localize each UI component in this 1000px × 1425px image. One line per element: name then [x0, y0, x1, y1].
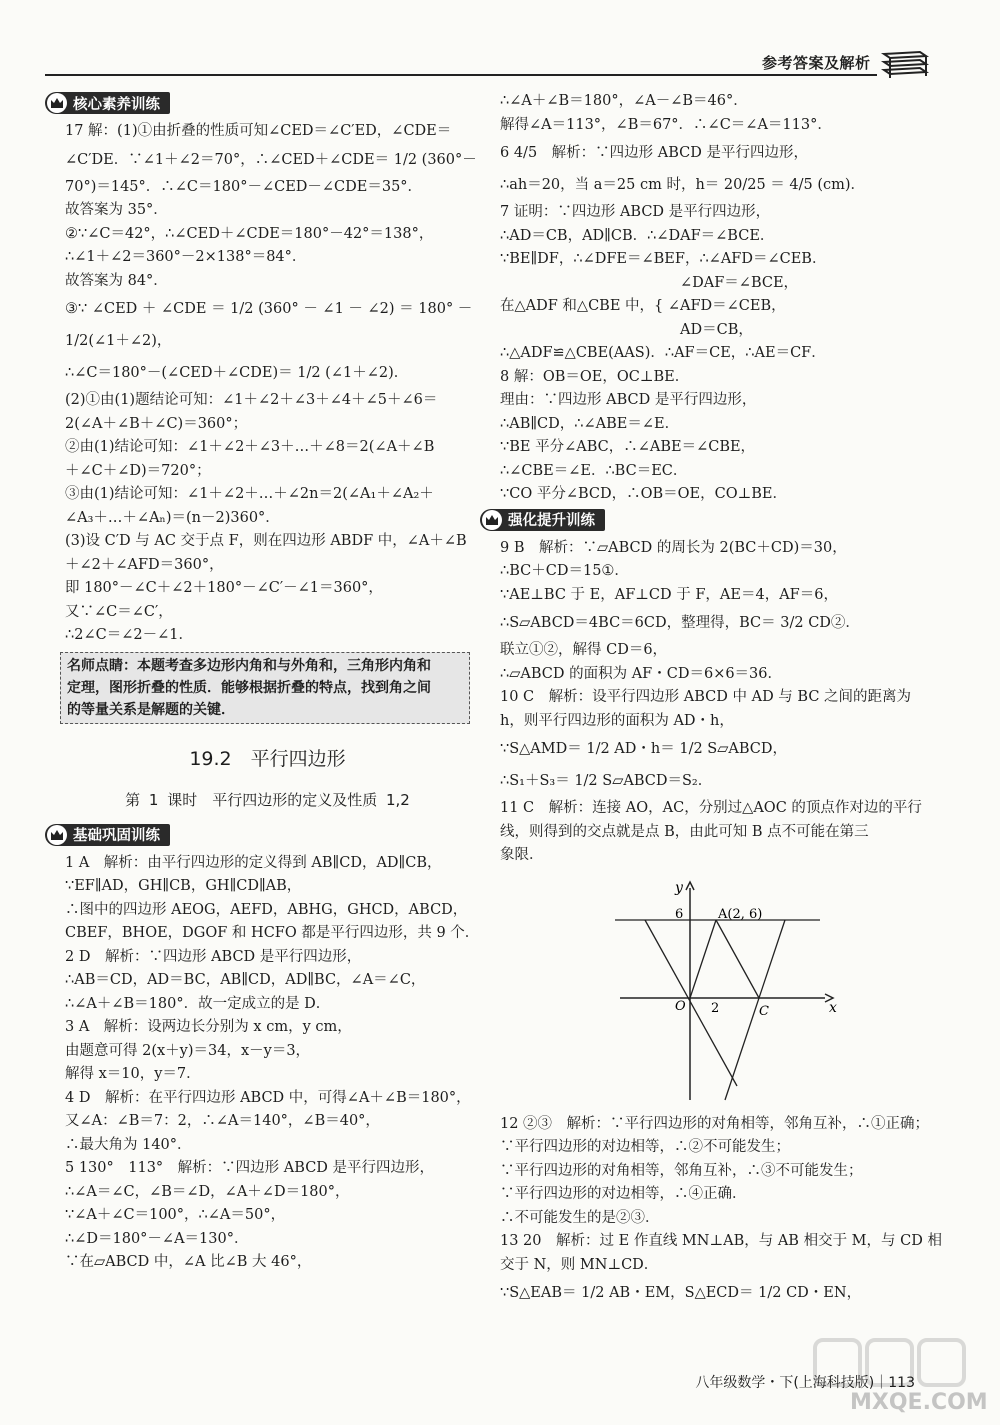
- text-line: 17 解：(1)①由折叠的性质可知∠CED＝∠C′ED，∠CDE＝: [65, 123, 452, 139]
- text-line: 即 180°－∠C＋∠2＋180°－∠C′－∠1＝360°，: [65, 580, 383, 596]
- text-line: ∵EF∥AD，GH∥CB，GH∥CD∥AB，: [65, 878, 302, 894]
- text-line: ∴最大角为 140°．: [65, 1136, 192, 1153]
- text-line: ∴2∠C＝∠2－∠1．: [65, 627, 193, 643]
- text-line: ∴S₁＋S₃＝ 1/2 S▱ABCD＝S₂．: [500, 773, 713, 789]
- answers-strong: [500, 537, 922, 868]
- text-line: (2)①由(1)题结论可知：∠1＋∠2＋∠3＋∠4＋∠5＋∠6＝: [65, 392, 438, 408]
- text-line: 解得 x＝10，y＝7．: [65, 1066, 201, 1082]
- section-heading-strong-label: 强化提升训练: [508, 513, 595, 529]
- text-line: ∴∠A＋∠B＝180°，∠A－∠B＝46°．: [500, 93, 748, 109]
- section-heading-core: [45, 92, 170, 114]
- text-line: 5 130° 113° 解析：∵四边形 ABCD 是平行四边形，: [65, 1160, 435, 1176]
- text-line: ∵BE 平分∠ABC，∴∠ABE＝∠CBE，: [500, 439, 756, 455]
- point-c-label: C: [759, 1003, 769, 1019]
- header-rule: [45, 74, 877, 76]
- text-line: 11 C 解析：连接 AO，AC，分别过△AOC 的顶点作对边的平行: [500, 800, 922, 816]
- text-line: ③∵ ∠CED ＋ ∠CDE ＝ 1/2 (360° － ∠1 － ∠2) ＝ 180° －: [65, 301, 473, 317]
- text-line: ∴∠C＝180°－(∠CED＋∠CDE)＝ 1/2 (∠1＋∠2)．: [65, 365, 409, 381]
- tip-line: 的等量关系是解题的关键．: [67, 701, 235, 718]
- text-line: 故答案为 35°．: [65, 202, 168, 218]
- text-line: (3)设 C′D 与 AC 交于点 F，则在四边形 ABDF 中，∠A＋∠B: [65, 533, 467, 549]
- text-line: 12 ②③ 解析：∵平行四边形的对角相等，邻角互补，∴①正确；: [500, 1115, 930, 1132]
- section-heading-basic-label: 基础巩固训练: [73, 828, 160, 844]
- origin-label: O: [675, 998, 686, 1014]
- tick-label-6: 6: [675, 906, 684, 922]
- text-line: ∵CO 平分∠BCD，∴OB＝OE，CO⊥BE．: [500, 486, 787, 502]
- text-line: ∵在▱ABCD 中，∠A 比∠B 大 46°，: [65, 1254, 312, 1270]
- line-through-o-parallel-ac: [645, 920, 737, 1086]
- text-line: ∴AB＝CD，AD＝BC，AB∥CD，AD∥BC，∠A＝∠C，: [65, 972, 426, 988]
- text-line: 又∵∠C＝∠C′，: [65, 603, 173, 620]
- section-heading-core-label: 核心素养训练: [73, 96, 160, 113]
- text-line: 线，则得到的交点就是点 B，由此可知 B 点不可能在第三: [500, 823, 869, 840]
- coordinate-graph: [615, 878, 840, 1103]
- lesson-title: 第 1 课时 平行四边形的定义及性质 1,2: [125, 790, 410, 809]
- text-line: 4 D 解析：在平行四边形 ABCD 中，可得∠A＋∠B＝180°，: [65, 1089, 471, 1106]
- text-line: ∴S▱ABCD＝4BC＝6CD，整理得，BC＝ 3/2 CD②．: [500, 615, 860, 631]
- text-line: ②由(1)结论可知：∠1＋∠2＋∠3＋…＋∠8＝2(∠A＋∠B: [65, 439, 435, 455]
- answers-final: [500, 1113, 942, 1310]
- text-line: ∵S△AMD＝ 1/2 AD・h＝ 1/2 S▱ABCD，: [500, 741, 787, 757]
- text-line: ∴AB∥CD，∴∠ABE＝∠E．: [500, 415, 680, 432]
- text-line: ∠A₃＋…＋∠Aₙ)＝(n－2)360°．: [65, 509, 280, 526]
- text-line: ∵平行四边形的对角相等，邻角互补，∴③不可能发生；: [500, 1162, 863, 1179]
- text-line: ∴∠CBE＝∠E．∴BC＝EC．: [500, 462, 688, 479]
- section-heading-basic: [45, 824, 170, 846]
- teacher-tip-box: [60, 652, 470, 724]
- text-line: 联立①②，解得 CD＝6，: [500, 642, 668, 658]
- text-line: 又∠A：∠B＝7：2，∴∠A＝140°，∠B＝40°，: [65, 1113, 380, 1129]
- text-line: 2 D 解析：∵四边形 ABCD 是平行四边形，: [65, 948, 362, 965]
- text-line: 6 4/5 解析：∵四边形 ABCD 是平行四边形，: [500, 145, 809, 161]
- right-column: [500, 90, 942, 1309]
- text-line: 9 B 解析：∵▱ABCD 的周长为 2(BC＋CD)＝30，: [500, 539, 847, 556]
- text-line: 由题意可得 2(x＋y)＝34，x－y＝3，: [65, 1042, 311, 1059]
- text-line: 10 C 解析：设平行四边形 ABCD 中 AD 与 BC 之间的距离为: [500, 689, 912, 705]
- text-line: 3 A 解析：设两边长分别为 x cm，y cm，: [65, 1019, 352, 1035]
- text-line: ∴BC＋CD＝15①．: [500, 563, 629, 579]
- text-line: ∵平行四边形的对边相等，∴②不可能发生；: [500, 1139, 790, 1155]
- text-line: 解得∠A＝113°，∠B＝67°．∴∠C＝∠A＝113°．: [500, 116, 832, 133]
- text-line: ∵∠A＋∠C＝100°，∴∠A＝50°，: [65, 1207, 286, 1223]
- text-line: CBEF，BHOE，DGOF 和 HCFO 都是平行四边形，共 9 个．: [65, 925, 480, 941]
- line-ac: [716, 920, 759, 998]
- tick-label-2: 2: [711, 1000, 720, 1016]
- section-heading-strong: [480, 509, 605, 531]
- text-line: 7 证明：∵四边形 ABCD 是平行四边形，: [500, 204, 771, 220]
- text-line: ∴△ADF≌△CBE(AAS)．∴AF＝CE，∴AE＝CF．: [500, 345, 826, 361]
- answers-basic: [65, 852, 480, 1275]
- watermark-text: MXQE.COM: [850, 1390, 988, 1415]
- text-line: AD＝CB，: [680, 321, 753, 338]
- text-line: ③由(1)结论可知：∠1＋∠2＋…＋∠2n＝2(∠A₁＋∠A₂＋: [65, 486, 434, 502]
- answers-continued: [500, 90, 910, 507]
- page-footer: 八年级数学・下(上海科技版)｜113: [695, 1375, 915, 1391]
- crown-icon: [47, 93, 67, 113]
- x-axis-label: x: [829, 999, 837, 1016]
- text-line: ∴不可能发生的是②③．: [500, 1209, 660, 1226]
- tip-line: 名师点睛：本题考查多边形内角和与外角和，三角形内角和: [67, 657, 431, 674]
- line-ao: [690, 920, 716, 998]
- line-through-c-parallel-ao: [725, 920, 785, 1100]
- text-line: ∴AD＝CB，AD∥CB．∴∠DAF＝∠BCE．: [500, 227, 775, 244]
- text-line: h，则平行四边形的面积为 AD・h，: [500, 712, 734, 729]
- crown-icon: [482, 510, 502, 530]
- text-line: ∵AE⊥BC 于 E，AF⊥CD 于 F，AE＝4，AF＝6，: [500, 586, 838, 603]
- book-stack-icon: [880, 48, 932, 82]
- text-line: ∵平行四边形的对边相等，∴④正确．: [500, 1186, 747, 1202]
- point-a-label: A(2, 6): [718, 906, 763, 922]
- page-header-title: 参考答案及解析: [762, 54, 871, 72]
- text-line: ∴ah＝20，当 a＝25 cm 时，h＝ 20/25 ＝ 4/5 (cm)．: [500, 177, 866, 193]
- y-axis-label: y: [675, 879, 683, 896]
- text-line: 1/2(∠1＋∠2)，: [65, 333, 172, 349]
- text-line: 1 A 解析：由平行四边形的定义得到 AB∥CD，AD∥CB，: [65, 854, 442, 871]
- text-line: 2(∠A＋∠B＋∠C)＝360°；: [65, 415, 248, 432]
- left-column: [65, 90, 480, 1275]
- text-line: ∴图中的四边形 AEOG，AEFD，ABHG，GHCD，ABCD，: [65, 901, 468, 918]
- text-line: ∠C′DE．∵∠1＋∠2＝70°，∴∠CED＋∠CDE＝ 1/2 (360°－: [65, 151, 477, 168]
- text-line: ∵BE∥DF，∴∠DFE＝∠BEF，∴∠AFD＝∠CEB．: [500, 251, 827, 267]
- text-line: 故答案为 84°．: [65, 272, 168, 289]
- text-line: 理由：∵四边形 ABCD 是平行四边形，: [500, 392, 757, 408]
- text-line: ∴▱ABCD 的面积为 AF・CD＝6×6＝36．: [500, 665, 783, 682]
- tip-line: 定理，图形折叠的性质．能够根据折叠的特点，找到角之间: [67, 679, 431, 696]
- text-line: 象限．: [500, 847, 544, 863]
- answer-q17: [65, 120, 477, 648]
- text-line: ②∵∠C＝42°，∴∠CED＋∠CDE＝180°－42°＝138°，: [65, 225, 434, 242]
- text-line: ∴∠D＝180°－∠A＝130°．: [65, 1230, 249, 1247]
- crown-icon: [47, 825, 67, 845]
- text-line: ＋∠2＋∠AFD＝360°，: [65, 556, 224, 573]
- text-line: 交于 N，则 MN⊥CD．: [500, 1256, 659, 1273]
- text-line: 在△ADF 和△CBE 中，{ ∠AFD＝∠CEB，: [500, 298, 786, 314]
- text-line: 8 解：OB＝OE，OC⊥BE．: [500, 368, 690, 385]
- text-line: ∴∠A＋∠B＝180°．故一定成立的是 D．: [65, 995, 331, 1012]
- text-line: ∵S△EAB＝ 1/2 AB・EM，S△ECD＝ 1/2 CD・EN，: [500, 1285, 862, 1301]
- text-line: ∴∠A＝∠C，∠B＝∠D，∠A＋∠D＝180°，: [65, 1183, 350, 1200]
- text-line: ∴∠1＋∠2＝360°－2×138°＝84°．: [65, 249, 307, 265]
- text-line: 13 20 解析：过 E 作直线 MN⊥AB，与 AB 相交于 M，与 CD 相: [500, 1233, 942, 1249]
- text-line: ＋∠C＋∠D)＝720°；: [65, 462, 211, 479]
- text-line: 70°)＝145°．∴∠C＝180°－∠CED－∠CDE＝35°．: [65, 178, 423, 195]
- section-title: 19.2 平行四边形: [189, 747, 346, 770]
- text-line: ∠DAF＝∠BCE，: [680, 274, 799, 291]
